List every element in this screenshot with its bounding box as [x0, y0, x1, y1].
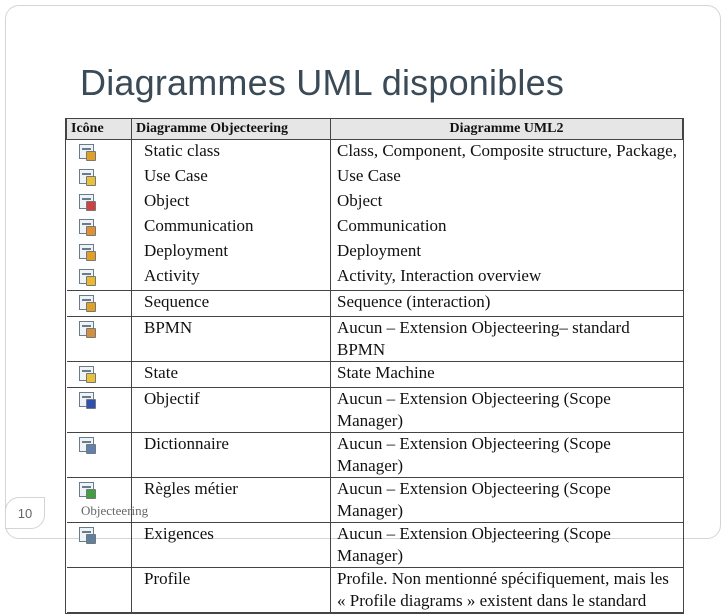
icon-cell — [67, 215, 132, 240]
use-case-diagram-icon — [79, 169, 94, 184]
uml2-diagram-cell: Aucun – Extension Objecteering (Scope Manager) — [331, 478, 683, 523]
diagram-table — [66, 119, 683, 613]
icon-cell — [67, 265, 132, 291]
deployment-diagram-icon — [79, 244, 94, 259]
table-row — [67, 215, 683, 240]
table-row — [67, 568, 683, 591]
objecteering-diagram-cell: Communication — [132, 215, 331, 240]
icon-cell — [67, 388, 132, 433]
uml2-diagram-cell: « Profile diagrams » existent dans le standard — [331, 590, 683, 613]
objectif-diagram-icon — [79, 392, 94, 407]
uml2-diagram-cell: State Machine — [331, 362, 683, 388]
icon-cell — [67, 523, 132, 568]
uml2-diagram-cell: Aucun – Extension Objecteering (Scope Manager) — [331, 523, 683, 568]
icon-cell — [67, 165, 132, 190]
table-row — [67, 140, 683, 166]
table-row — [67, 317, 683, 362]
icon-cell — [67, 568, 132, 591]
table-row — [67, 433, 683, 478]
state-diagram-icon — [79, 366, 94, 381]
header-uml2: Diagramme UML2 — [331, 119, 683, 140]
objecteering-diagram-cell — [132, 590, 331, 613]
objecteering-diagram-cell: Exigences — [132, 523, 331, 568]
slide-title: Diagrammes UML disponibles — [80, 62, 565, 103]
icon-cell — [67, 140, 132, 166]
diagram-table-container — [65, 118, 684, 614]
exigences-diagram-icon — [79, 527, 94, 542]
objecteering-diagram-cell: Objectif — [132, 388, 331, 433]
table-row — [67, 165, 683, 190]
icon-cell — [67, 433, 132, 478]
objecteering-diagram-cell: Activity — [132, 265, 331, 291]
uml2-diagram-cell: Class, Component, Composite structure, Package, — [337, 141, 677, 160]
page-number: 10 — [5, 497, 45, 529]
regles-metier-diagram-icon — [79, 482, 94, 497]
object-diagram-icon — [79, 194, 94, 209]
table-row — [67, 362, 683, 388]
table-row — [67, 291, 683, 317]
uml2-diagram-cell: Sequence (interaction) — [331, 291, 683, 317]
uml2-diagram-cell: Profile. Non mentionné spécifiquement, mais les — [337, 569, 669, 588]
objecteering-diagram-cell: Object — [132, 190, 331, 215]
bpmn-diagram-icon — [79, 321, 94, 336]
icon-cell — [67, 590, 132, 613]
uml2-diagram-cell: Object — [337, 191, 383, 210]
objecteering-diagram-cell: State — [132, 362, 331, 388]
uml2-diagram-cell: Communication — [337, 216, 447, 235]
uml2-diagram-cell: Activity, Interaction overview — [331, 265, 683, 291]
objecteering-diagram-cell: BPMN — [132, 317, 331, 362]
objecteering-diagram-cell: Dictionnaire — [132, 433, 331, 478]
table-row — [67, 523, 683, 568]
table-row — [67, 190, 683, 215]
objecteering-diagram-cell: Règles métier — [132, 478, 331, 523]
uml2-diagram-cell: Aucun – Extension Objecteering (Scope Manager) — [331, 388, 683, 433]
objecteering-diagram-cell: Deployment — [132, 240, 331, 265]
objecteering-diagram-cell: Profile — [132, 568, 331, 591]
sequence-diagram-icon — [79, 295, 94, 310]
header-objecteering: Diagramme Objecteering — [132, 119, 331, 140]
header-icon: Icône — [67, 119, 132, 140]
table-row — [67, 388, 683, 433]
slide-footer: Objecteering — [81, 503, 149, 518]
icon-cell — [67, 317, 132, 362]
table-row — [67, 240, 683, 265]
activity-diagram-icon — [79, 269, 94, 284]
objecteering-diagram-cell: Use Case — [132, 165, 331, 190]
table-row — [67, 478, 683, 523]
table-row — [67, 590, 683, 613]
table-body — [67, 140, 683, 613]
icon-cell — [67, 362, 132, 388]
table-header-row — [67, 119, 683, 140]
objecteering-diagram-cell: Static class — [132, 140, 331, 166]
table-row — [67, 265, 683, 291]
icon-cell — [67, 190, 132, 215]
uml2-diagram-cell: Aucun – Extension Objecteering (Scope Manager) — [331, 433, 683, 478]
dictionnaire-diagram-icon — [79, 437, 94, 452]
uml2-diagram-cell: Aucun – Extension Objecteering– standard BPMN — [331, 317, 683, 362]
objecteering-diagram-cell: Sequence — [132, 291, 331, 317]
uml2-diagram-cell: Deployment — [337, 241, 422, 260]
uml2-diagram-cell: Use Case — [337, 166, 401, 185]
icon-cell — [67, 291, 132, 317]
communication-diagram-icon — [79, 219, 94, 234]
icon-cell — [67, 240, 132, 265]
static-class-diagram-icon — [79, 144, 94, 159]
